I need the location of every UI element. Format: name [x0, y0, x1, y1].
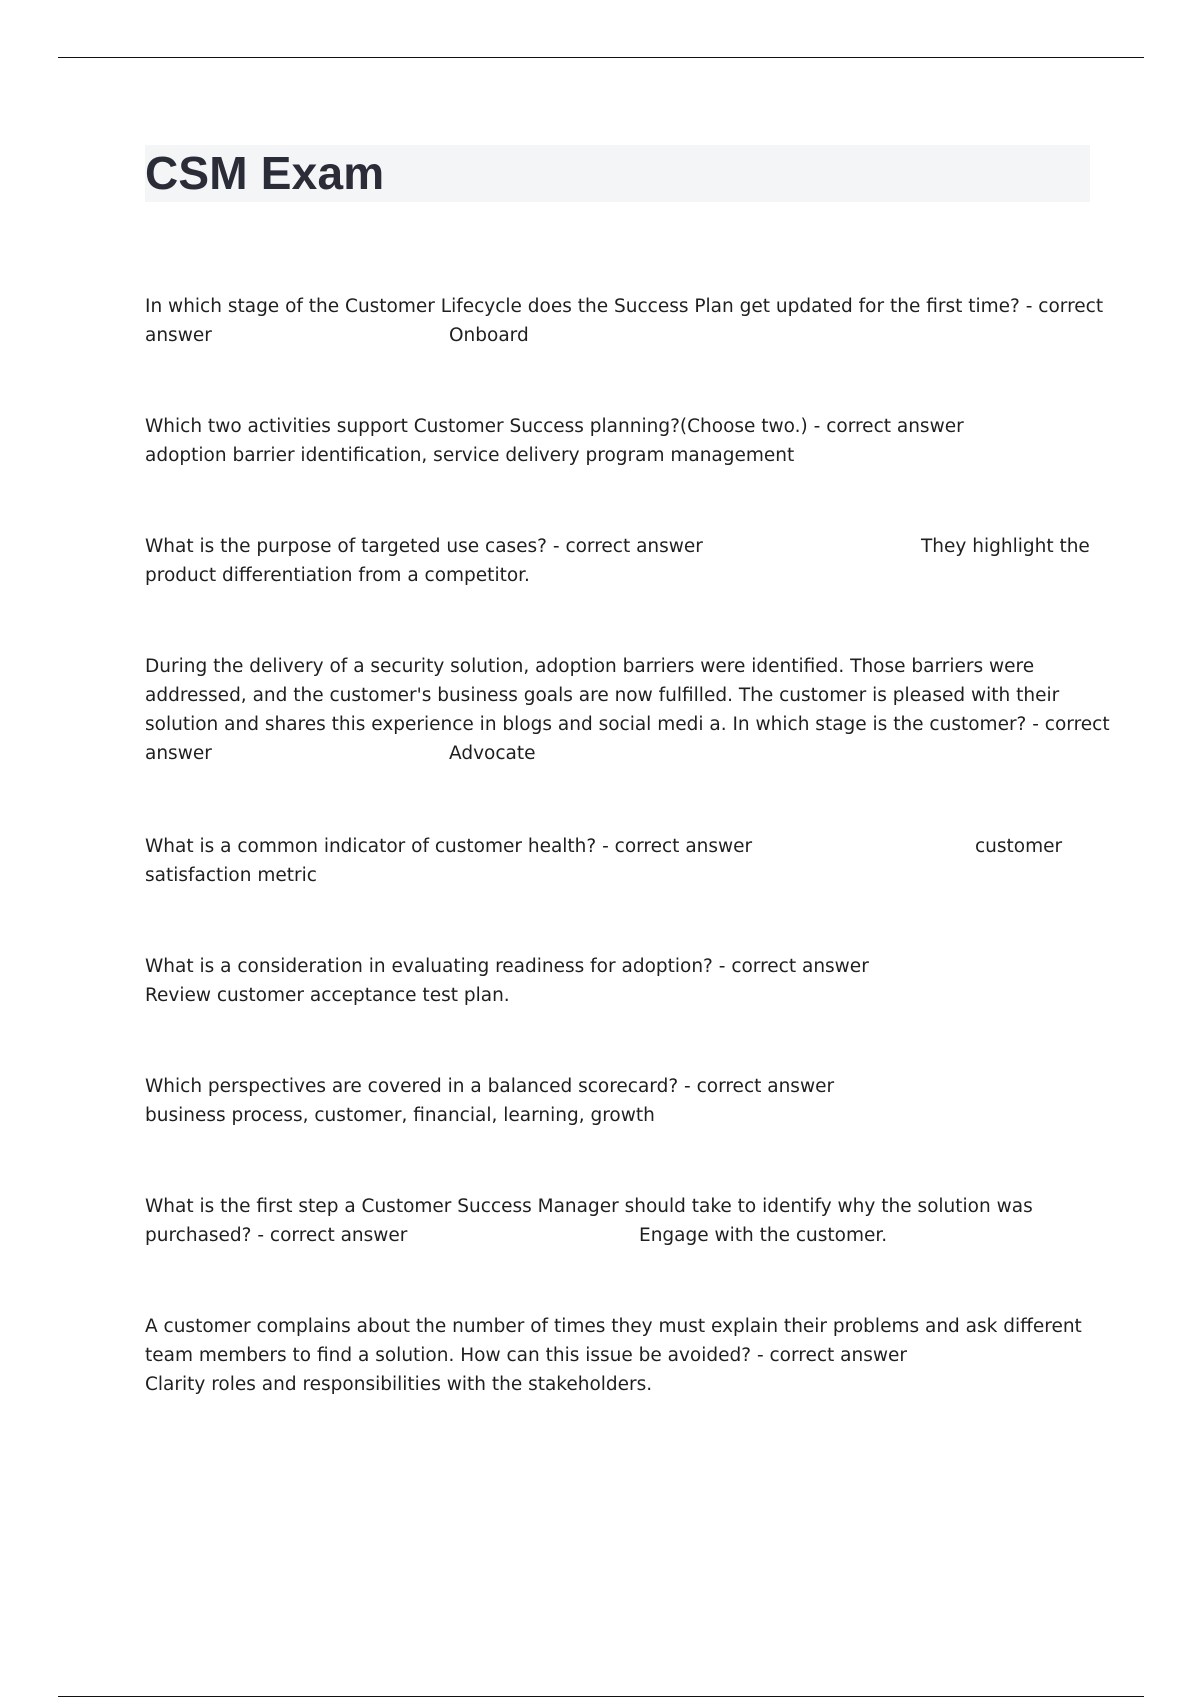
answer-text: They highlight the: [921, 536, 1090, 557]
question-text: A customer complains about the number of times they must explain their problems and ask different: [145, 1316, 1082, 1337]
qa-item-9: [145, 1312, 1090, 1399]
qa-line: [145, 739, 1090, 768]
qa-item-4: [145, 652, 1110, 768]
qa-line: [145, 952, 1090, 981]
qa-line: [145, 1312, 1090, 1341]
qa-line: [145, 710, 1110, 739]
question-text: In which stage of the Customer Lifecycle does the Success Plan get updated for the first time? - correct: [145, 296, 1104, 317]
title-band: [145, 145, 1090, 202]
qa-item-2: [145, 412, 1090, 470]
question-text: Which perspectives are covered in a balanced scorecard? - correct answer: [145, 1076, 835, 1097]
answer-text: Clarity roles and responsibilities with the stakeholders.: [145, 1374, 653, 1395]
answer-text: Onboard: [449, 325, 529, 346]
answer-text: adoption barrier identification, service delivery program management: [145, 445, 795, 466]
question-text: purchased? - correct answer: [145, 1225, 408, 1246]
top-rule: [58, 57, 1144, 58]
answer-text: product differentiation from a competitor.: [145, 565, 530, 586]
qa-line: [145, 561, 1090, 590]
qa-line: [145, 981, 1090, 1010]
answer-label: answer: [145, 325, 212, 346]
bottom-rule: [58, 1696, 1144, 1697]
question-text: What is the first step a Customer Success Manager should take to identify why the solution was: [145, 1196, 1033, 1217]
qa-line: [145, 321, 1090, 350]
qa-line: [145, 412, 1090, 441]
question-text: solution and shares this experience in blogs and social medi a. In which stage is the customer? - correct: [145, 714, 1110, 735]
answer-label: answer: [145, 743, 212, 764]
qa-line: [145, 832, 1090, 861]
qa-item-3: [145, 532, 1090, 590]
answer-text: business process, customer, financial, learning, growth: [145, 1105, 655, 1126]
question-text: What is a common indicator of customer health? - correct answer: [145, 836, 753, 857]
page-title: CSM Exam: [145, 147, 385, 199]
answer-text: Engage with the customer.: [639, 1225, 888, 1246]
qa-line: [145, 1341, 1090, 1370]
qa-line: [145, 1221, 1090, 1250]
qa-line: [145, 441, 1090, 470]
answer-text: customer: [975, 836, 1063, 857]
qa-line: [145, 532, 1090, 561]
answer-text: Review customer acceptance test plan.: [145, 985, 510, 1006]
qa-item-8: [145, 1192, 1090, 1250]
qa-line: [145, 1370, 1090, 1399]
question-text: addressed, and the customer's business goals are now fulfilled. The customer is pleased with their: [145, 685, 1060, 706]
qa-line: [145, 861, 1090, 890]
question-text: What is the purpose of targeted use cases? - correct answer: [145, 536, 703, 557]
answer-text: satisfaction metric: [145, 865, 317, 886]
qa-line: [145, 681, 1090, 710]
qa-line: [145, 652, 1090, 681]
qa-item-6: [145, 952, 1090, 1010]
qa-item-5: [145, 832, 1090, 890]
qa-line: [145, 1072, 1090, 1101]
qa-item-1: [145, 292, 1104, 350]
question-text: What is a consideration in evaluating readiness for adoption? - correct answer: [145, 956, 869, 977]
question-text: team members to find a solution. How can this issue be avoided? - correct answer: [145, 1345, 907, 1366]
qa-line: [145, 1192, 1090, 1221]
qa-line: [145, 1101, 1090, 1130]
question-text: Which two activities support Customer Success planning?(Choose two.) - correct answer: [145, 416, 964, 437]
answer-text: Advocate: [449, 743, 536, 764]
question-text: During the delivery of a security solution, adoption barriers were identified. Those barriers were: [145, 656, 1035, 677]
qa-line: [145, 292, 1104, 321]
qa-item-7: [145, 1072, 1090, 1130]
